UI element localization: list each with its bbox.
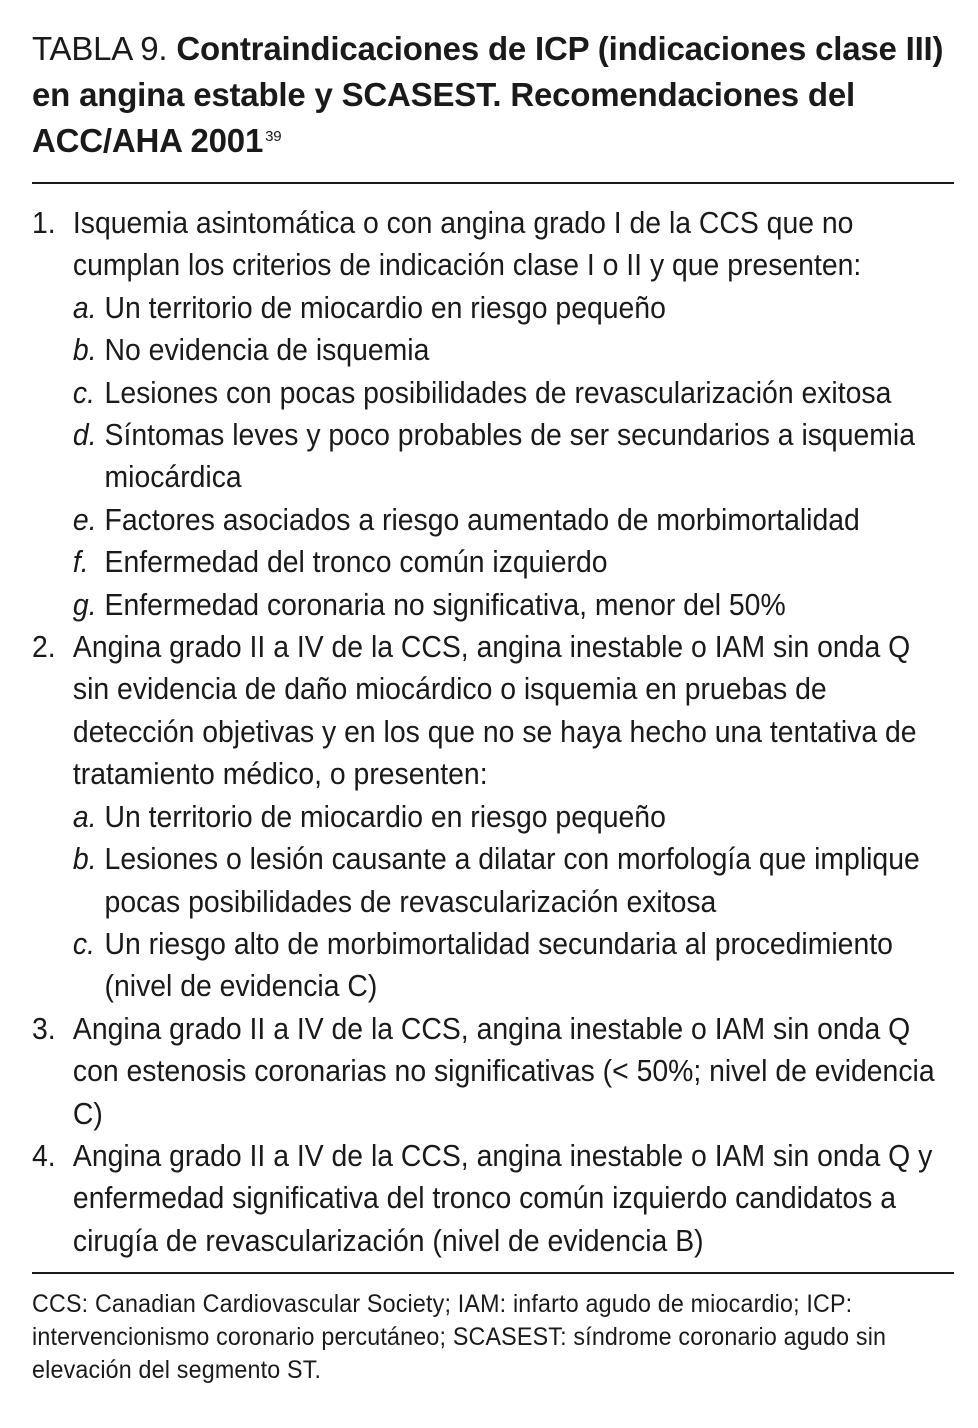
table-footnote: CCS: Canadian Cardiovascular Society; IAM: infarto agudo de miocardio; ICP: intervencionismo coronario percutáneo; SCASEST: síndrome coronario agudo sin elevación del segmento ST. bbox=[32, 1290, 887, 1385]
sub-item bbox=[73, 372, 954, 414]
sub-item-text: Enfermedad coronaria no significativa, menor del 50% bbox=[104, 587, 786, 622]
table-title-text: Contraindicaciones de ICP (indicaciones clase III) en angina estable y SCASEST. Recomendaciones del ACC/AHA 2001 bbox=[32, 30, 944, 159]
sub-item-text: Un territorio de miocardio en riesgo pequeño bbox=[104, 290, 666, 325]
sub-item bbox=[73, 584, 954, 626]
list-item bbox=[32, 1008, 954, 1135]
list-item bbox=[32, 626, 954, 1008]
sub-item-text: Lesiones o lesión causante a dilatar con morfología que implique pocas posibilidades de revascularización exitosa bbox=[104, 842, 920, 919]
sub-item-text: Síntomas leves y poco probables de ser secundarios a isquemia miocárdica bbox=[104, 418, 915, 495]
item-number: 1. bbox=[32, 206, 56, 240]
sub-item-letter: f. bbox=[72, 545, 89, 580]
sub-item bbox=[73, 541, 954, 583]
sub-item bbox=[73, 414, 954, 499]
item-text: Isquemia asintomática o con angina grado I de la CCS que no cumplan los criterios de indicación clase I o II y que presenten: bbox=[72, 206, 862, 283]
sub-item-letter: b. bbox=[72, 333, 97, 368]
table-container bbox=[32, 26, 954, 1387]
sub-item-letter: e. bbox=[72, 502, 97, 537]
sub-item-text: No evidencia de isquemia bbox=[104, 333, 430, 368]
sub-item bbox=[73, 838, 954, 923]
reference-number: 39 bbox=[265, 128, 282, 145]
sub-item-letter: c. bbox=[72, 375, 95, 410]
sub-item-text: Un riesgo alto de morbimortalidad secundaria al procedimiento (nivel de evidencia C) bbox=[104, 926, 893, 1004]
item-text: Angina grado II a IV de la CCS, angina inestable o IAM sin onda Q con estenosis coronarias no significativas (< 50%; nivel de evidencia C) bbox=[72, 1011, 935, 1131]
table-title bbox=[32, 26, 954, 164]
sub-item-letter: c. bbox=[72, 926, 95, 961]
top-divider bbox=[32, 182, 954, 184]
sub-item bbox=[73, 923, 954, 1008]
sub-item-letter: b. bbox=[72, 842, 97, 877]
item-number: 3. bbox=[32, 1011, 56, 1046]
sub-item bbox=[73, 329, 954, 371]
sub-item bbox=[73, 287, 954, 329]
item-text: Angina grado II a IV de la CCS, angina inestable o IAM sin onda Q y enfermedad significativa del tronco común izquierdo candidatos a cirugía de revascularización (nivel de evidencia B) bbox=[72, 1138, 933, 1258]
sub-item bbox=[73, 796, 954, 838]
sub-item-text: Un territorio de miocardio en riesgo pequeño bbox=[104, 799, 666, 834]
list-item bbox=[32, 202, 954, 626]
item-text: Angina grado II a IV de la CCS, angina inestable o IAM sin onda Q sin evidencia de daño miocárdico o isquemia en pruebas de detección objetivas y en los que no se haya hecho una tentativa de tratamiento médico, o presenten: bbox=[72, 630, 917, 792]
sub-item-text: Lesiones con pocas posibilidades de revascularización exitosa bbox=[104, 375, 892, 410]
bottom-divider bbox=[32, 1272, 954, 1274]
sub-item-letter: d. bbox=[72, 418, 97, 453]
sub-item bbox=[73, 499, 954, 541]
contraindication-list bbox=[32, 202, 954, 1262]
item-number: 4. bbox=[32, 1138, 56, 1173]
sub-item-letter: a. bbox=[72, 290, 97, 325]
sub-item-letter: g. bbox=[72, 587, 97, 622]
table-label: TABLA 9. bbox=[32, 30, 168, 67]
sub-item-text: Enfermedad del tronco común izquierdo bbox=[104, 545, 608, 580]
list-item bbox=[32, 1135, 954, 1262]
item-number: 2. bbox=[32, 630, 56, 665]
sub-item-text: Factores asociados a riesgo aumentado de morbimortalidad bbox=[104, 502, 860, 537]
sub-item-letter: a. bbox=[72, 799, 97, 834]
